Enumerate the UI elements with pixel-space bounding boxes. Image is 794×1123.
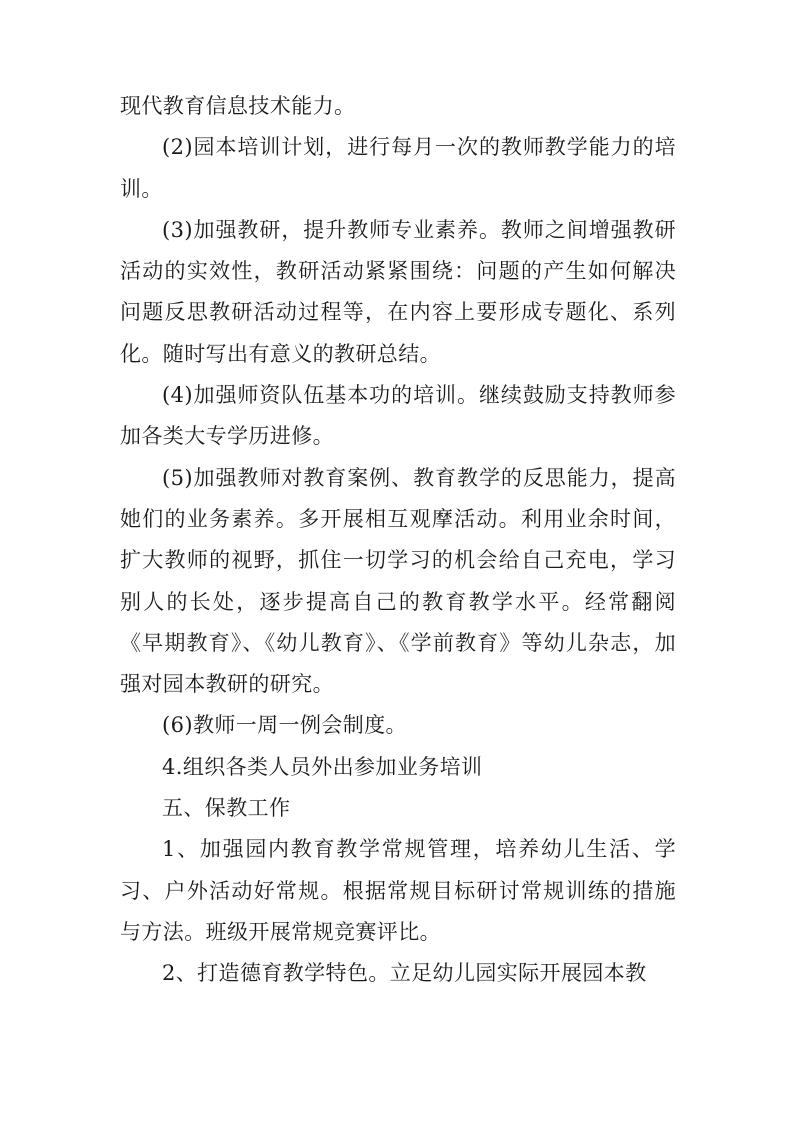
paragraph-continuation: 现代教育信息技术能力。 [120, 94, 356, 118]
paragraph-training-plan: (2)园本培训计划，进行每月一次的教师教学能力的培训。 [120, 135, 676, 201]
paragraph-reflection: (5)加强教师对教育案例、教育教学的反思能力，提高她们的业务素养。多开展相互观摩活动。利用业余时间，扩大教师的视野，抓住一切学习的机会给自己充电，学习别人的长处，逐步提高自己的教育教学水平。经常翻阅《早期教育》、《幼儿教育》、《学前教育》等幼儿杂志，加强对园本教研的研究。 [120, 465, 676, 697]
paragraph-basic-skills: (4)加强师资队伍基本功的培训。继续鼓励支持教师参加各类大专学历进修。 [120, 383, 676, 449]
paragraph-moral-education: 2、打造德育教学特色。立足幼儿园实际开展园本教 [162, 961, 647, 986]
document-page [120, 86, 676, 995]
section-heading-care-education: 五、保教工作 [162, 796, 291, 821]
paragraph-routine-management: 1、加强园内教育教学常规管理，培养幼儿生活、学习、户外活动好常规。根据常规目标研讨常规训练的措施与方法。班级开展常规竞赛评比。 [120, 837, 676, 944]
paragraph-teaching-research: (3)加强教研，提升教师专业素养。教师之间增强教研活动的实效性，教研活动紧紧围绕：问题的产生如何解决问题反思教研活动过程等，在内容上要形成专题化、系列化。随时写出有意义的教研总结。 [120, 217, 676, 366]
paragraph-external-training: 4.组织各类人员外出参加业务培训 [162, 754, 483, 779]
paragraph-weekly-meeting: (6)教师一周一例会制度。 [162, 713, 407, 738]
